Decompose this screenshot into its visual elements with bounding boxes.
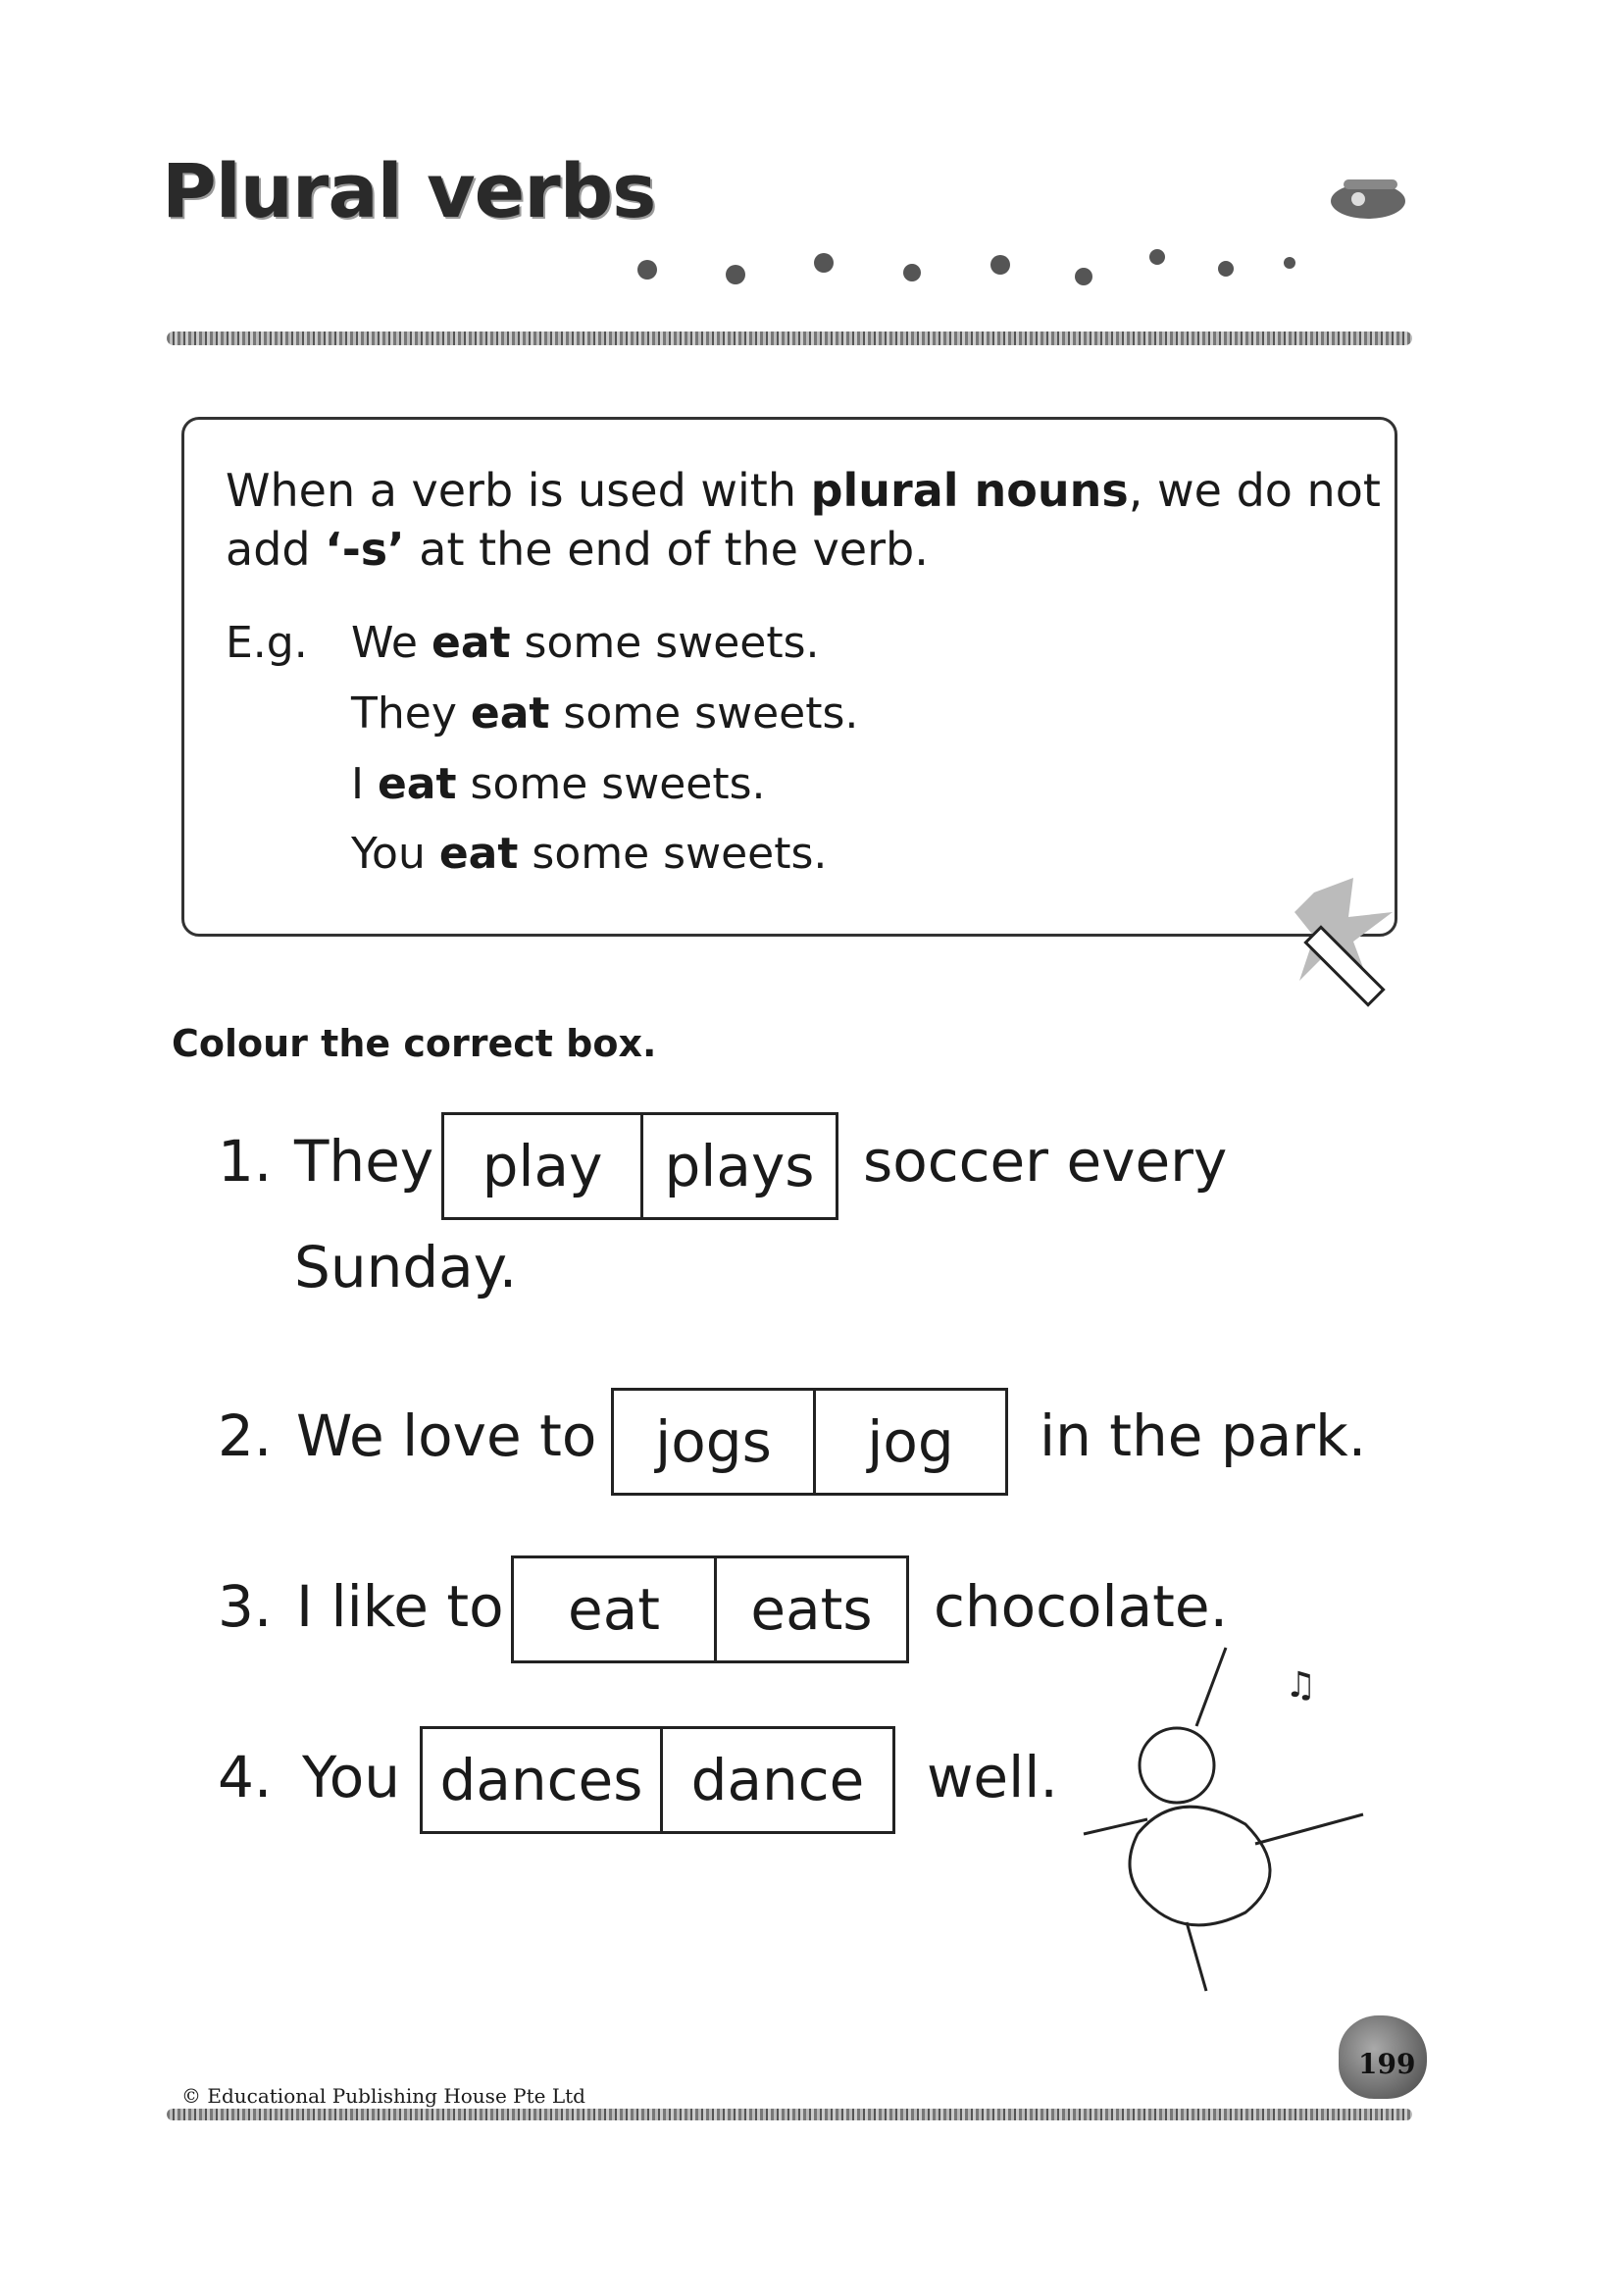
rule-text-part: add — [226, 523, 326, 576]
question-text: I like to — [296, 1573, 504, 1640]
ballerina-icon — [1079, 1638, 1383, 2001]
rule-text-part: When a verb is used with — [226, 464, 811, 517]
page-number: 199 — [1358, 2048, 1416, 2080]
page-title: Plural verbs — [162, 147, 656, 234]
example-line: You eat some sweets. — [351, 829, 828, 879]
rule-keyword: ‘-s’ — [325, 523, 405, 576]
airplane-icon — [1314, 162, 1422, 235]
question-text: They — [294, 1128, 434, 1195]
top-divider — [167, 331, 1412, 345]
example-line: We eat some sweets. — [351, 618, 820, 668]
answer-box[interactable]: eat — [568, 1576, 660, 1643]
copyright: © Educational Publishing House Pte Ltd — [181, 2084, 585, 2108]
rule-text-part: , we do not — [1128, 464, 1381, 517]
answer-options — [420, 1726, 895, 1834]
answer-box[interactable]: eats — [714, 1558, 906, 1660]
rule-keyword: plural nouns — [810, 464, 1129, 517]
answer-box[interactable]: dances — [439, 1747, 643, 1813]
question-number: 4. — [218, 1744, 273, 1810]
question-number: 3. — [218, 1573, 273, 1640]
question-number: 2. — [218, 1402, 273, 1469]
answer-box[interactable]: jog — [813, 1391, 1005, 1493]
question-text: in the park. — [1040, 1402, 1367, 1469]
question-text: You — [302, 1744, 400, 1810]
example-line: I eat some sweets. — [351, 759, 766, 809]
instruction: Colour the correct box. — [172, 1022, 657, 1065]
answer-options — [511, 1555, 909, 1663]
rule-text-part: at the end of the verb. — [404, 523, 929, 576]
question-text: We love to — [296, 1402, 597, 1469]
pencil-icon — [1294, 873, 1422, 1010]
answer-box[interactable]: jogs — [655, 1408, 772, 1475]
flower-trail-icon — [608, 235, 1314, 304]
svg-text:♫: ♫ — [1285, 1665, 1317, 1706]
question-text: well. — [927, 1744, 1058, 1810]
rule-text — [226, 461, 1383, 579]
question-text: Sunday. — [294, 1234, 518, 1300]
answer-box[interactable]: play — [482, 1133, 603, 1199]
answer-box[interactable]: dance — [660, 1729, 892, 1831]
question-text: soccer every — [863, 1128, 1228, 1195]
answer-options — [611, 1388, 1008, 1496]
answer-options — [441, 1112, 838, 1220]
example-line: They eat some sweets. — [351, 688, 859, 739]
answer-box[interactable]: plays — [640, 1115, 836, 1217]
example-label: E.g. — [226, 618, 308, 668]
question-number: 1. — [218, 1128, 273, 1195]
question-text: chocolate. — [934, 1573, 1229, 1640]
bottom-divider — [167, 2109, 1412, 2120]
